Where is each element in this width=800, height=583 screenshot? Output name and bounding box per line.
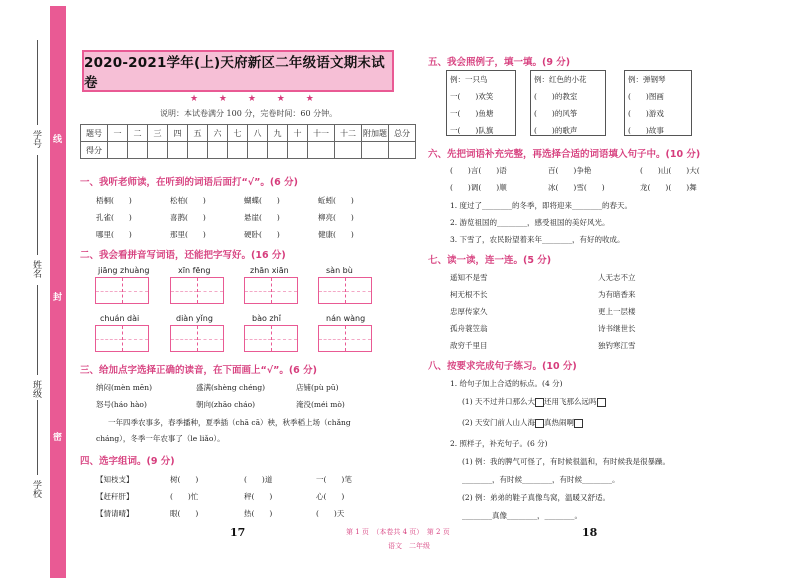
s3-item[interactable]: 怒号(háo hào) [96,400,147,409]
s8-question: 2. 照样子，补充句子。(6 分) [450,439,548,448]
s8-sentence [462,396,606,407]
s5-item[interactable]: 一( )鱼塘 [450,109,494,118]
s5-example: 例：一只鸟 [450,75,488,84]
s6-word[interactable]: 百( )争艳 [548,166,592,175]
s4-item[interactable]: ( )忙 [170,492,199,501]
s1-item[interactable]: 松柏( ) [170,196,206,205]
s6-sentence[interactable]: 2. 游览祖国的________，感受祖国的美好风光。 [450,218,610,227]
pinyin-label: chuán dài [100,314,140,323]
pinyin-label: zhān xiān [250,266,289,275]
score-header: 一 [108,125,128,142]
s5-item[interactable]: 一( )队旗 [450,126,494,135]
score-cell[interactable] [128,142,148,159]
label-name: 姓名 [31,260,41,278]
score-cell[interactable] [168,142,188,159]
punctuation-box[interactable] [535,419,544,428]
s8-sentence-part: (2) 天安门前人山人海 [462,418,536,427]
s4-item[interactable]: 热( ) [244,509,273,518]
s4-item[interactable]: 树( ) [170,475,199,484]
s1-item[interactable]: 蚯蚓( ) [318,196,354,205]
footer-subject: 语文 二年级 [388,542,430,550]
s1-item[interactable]: 喜鹊( ) [170,213,206,222]
score-header: 总分 [389,125,416,142]
s5-item[interactable]: ( )的教室 [534,92,578,101]
s8-example: (2) 例：弟弟的鞋子真像鸟窝，温暖又舒适。 [462,493,611,502]
fold-mark-seal: 封 [53,293,63,303]
s8-question: 1. 给句子加上合适的标点。(4 分) [450,379,563,388]
s1-item[interactable]: 那里( ) [170,230,206,239]
exam-title: 2020-2021学年(上)天府新区二年级语文期末试卷 [84,55,385,91]
label-class: 班级 [31,380,41,398]
s6-sentence[interactable]: 1. 度过了________的冬季，即将迎来________的春天。 [450,201,633,210]
score-header: 九 [268,125,288,142]
score-header: 三 [148,125,168,142]
poem-line-right[interactable]: 更上一层楼 [598,307,636,316]
s8-fill-line[interactable]: ________真像________，________。 [462,511,582,520]
s4-item[interactable]: ( )道 [244,475,273,484]
s1-item[interactable]: 柳亮( ) [318,213,354,222]
s5-example: 例：弹钢琴 [628,75,666,84]
pinyin-label: jiāng zhuàng [98,266,150,275]
score-header: 四 [168,125,188,142]
s5-item[interactable]: ( )游戏 [628,109,664,118]
score-header: 十 [288,125,308,142]
footer-pages: 第 1 页 （本卷共 4 页） 第 2 页 [346,528,450,536]
score-table [80,124,416,159]
s8-example: (1) 例：我的脾气可怪了，有时候很温和，有时候我是很暴躁。 [462,457,671,466]
s4-item[interactable]: 秤( ) [244,492,273,501]
class-line[interactable] [37,285,38,375]
s8-fill-line[interactable]: ________，有时候________，有时候________。 [462,475,620,484]
pinyin-label: nán wàng [326,314,366,323]
name-line[interactable] [37,155,38,255]
s5-item[interactable]: ( )故事 [628,126,664,135]
section-3-title: 三、给加点字选择正确的读音，在下面画上“√”。(6 分) [80,365,317,376]
writing-grid[interactable] [170,277,224,304]
punctuation-box[interactable] [574,419,583,428]
s4-item[interactable]: 一( )笔 [316,475,352,484]
s4-item[interactable]: ( )天 [316,509,345,518]
label-student-id: 学号 [31,130,41,148]
s5-item[interactable]: ( )的风筝 [534,109,578,118]
score-cell[interactable] [362,142,389,159]
s1-item[interactable]: 梧桐( ) [96,196,132,205]
poem-line-right[interactable]: 诗书继世长 [598,324,636,333]
s8-sentence-part: 真热闹啊 [544,418,575,427]
star-divider: ★ ★ ★ ★ ★ [190,94,323,104]
s3-sentence-line: cháng），冬季一年农事了（le liǎo）。 [96,434,225,443]
section-2-title: 二、我会看拼音写词语，还能把字写好。(16 分) [80,250,286,261]
s1-item[interactable]: 孔雀( ) [96,213,132,222]
s8-sentence-part: (1) 天不过并口那么大 [462,397,536,406]
s1-item[interactable]: 硬卧( ) [244,230,280,239]
score-cell[interactable] [208,142,228,159]
label-school: 学校 [31,480,41,498]
s6-word[interactable]: ( )调( )顺 [450,183,507,192]
punctuation-box[interactable] [597,398,606,407]
score-header: 六 [208,125,228,142]
score-header: 题号 [81,125,108,142]
s5-item[interactable]: ( )图画 [628,92,664,101]
score-cell[interactable] [248,142,268,159]
section-7-title: 七、读一读，连一连。(5 分) [428,255,552,266]
fold-mark-line: 线 [53,135,63,145]
s4-group-label: 【赶秆肝】 [96,492,134,501]
score-header: 七 [228,125,248,142]
s1-item[interactable]: 蝴蝶( ) [244,196,280,205]
section-8-title: 八、按要求完成句子练习。(10 分) [428,361,577,372]
score-header: 五 [188,125,208,142]
page-number-left: 17 [230,526,246,539]
s8-sentence-part: 还用飞那么远吗 [544,397,597,406]
writing-grid[interactable] [318,277,372,304]
section-4-title: 四、选字组词。(9 分) [80,456,175,467]
s3-sentence-line: 一年四季农事多，春季播种，夏季插（chā cā）秧，秋季稻上场（chǎng [108,418,351,427]
school-line[interactable] [37,400,38,475]
page-number-right: 18 [582,526,598,539]
title-band [82,50,394,92]
poem-line-right[interactable]: 为有暗香来 [598,290,636,299]
score-cell[interactable] [108,142,128,159]
fold-mark-secret: 密 [53,433,63,443]
s5-example: 例：红色的小花 [534,75,587,84]
s1-item[interactable]: 悬崖( ) [244,213,280,222]
s1-item[interactable]: 健康( ) [318,230,354,239]
section-1-title: 一、我听老师读，在听到的词语后面打“√”。(6 分) [80,177,298,188]
score-row-label: 得分 [81,142,108,159]
poem-line-left[interactable]: 孤舟蓑笠翁 [450,324,488,333]
writing-grid[interactable] [244,277,298,304]
student-id-line[interactable] [37,40,38,125]
s3-item[interactable]: 店铺(pù pū) [296,383,339,392]
writing-grid[interactable] [170,325,224,352]
pinyin-label: diàn yǐng [176,314,213,323]
s4-group-label: 【情请晴】 [96,509,134,518]
writing-grid[interactable] [95,277,149,304]
s3-item[interactable]: 淹没(méi mò) [296,400,345,409]
poem-line-right[interactable]: 独钓寒江雪 [598,341,636,350]
writing-grid[interactable] [95,325,149,352]
section-5-title: 五、我会照例子，填一填。(9 分) [428,57,571,68]
s4-item[interactable]: 眼( ) [170,509,199,518]
poem-line-left[interactable]: 敌穷千里目 [450,341,488,350]
score-cell[interactable] [228,142,248,159]
score-header: 二 [128,125,148,142]
s3-item[interactable]: 朝向(zhāo cháo) [196,400,256,409]
score-cell[interactable] [148,142,168,159]
score-header: 八 [248,125,268,142]
punctuation-box[interactable] [535,398,544,407]
score-cell[interactable] [288,142,308,159]
exam-note: 说明：本试卷满分 100 分，完卷时间：60 分钟。 [160,109,338,118]
score-cell[interactable] [389,142,416,159]
poem-line-left[interactable]: 遥知不是雪 [450,273,488,282]
s6-word[interactable]: 龙( )( )舞 [640,183,697,192]
s4-item[interactable]: 心( ) [316,492,345,501]
score-cell[interactable] [268,142,288,159]
s4-group-label: 【知枝支】 [96,475,134,484]
s5-item[interactable]: 一( )欢笑 [450,92,494,101]
s3-item[interactable]: 纳闷(mèn mēn) [96,383,152,392]
s1-item[interactable]: 哪里( ) [96,230,132,239]
score-cell[interactable] [188,142,208,159]
s6-word[interactable]: 冰( )雪( ) [548,183,605,192]
s6-sentence[interactable]: 3. 下雪了，农民盼望着来年________，有好的收成。 [450,235,625,244]
s8-sentence [462,417,583,428]
score-cell[interactable] [335,142,362,159]
poem-line-right[interactable]: 人无志不立 [598,273,636,282]
score-table-score-row [81,142,416,159]
score-header: 附加题 [362,125,389,142]
poem-line-left[interactable]: 柯无根不长 [450,290,488,299]
section-6-title: 六、先把词语补充完整，再选择合适的词语填入句子中。(10 分) [428,149,701,160]
score-header: 十一 [308,125,335,142]
s6-word[interactable]: ( )山( )大( [640,166,700,175]
score-table-header-row [81,125,416,142]
s5-item[interactable]: ( )的歌声 [534,126,578,135]
pinyin-label: bào zhǐ [252,314,281,323]
pinyin-label: xīn fēng [178,266,211,275]
s3-item[interactable]: 盛满(shèng chéng) [196,383,266,392]
score-cell[interactable] [308,142,335,159]
score-header: 十二 [335,125,362,142]
s6-word[interactable]: ( )言( )语 [450,166,507,175]
poem-line-left[interactable]: 忠厚传家久 [450,307,488,316]
writing-grid[interactable] [244,325,298,352]
pinyin-label: sàn bù [326,266,353,275]
writing-grid[interactable] [318,325,372,352]
